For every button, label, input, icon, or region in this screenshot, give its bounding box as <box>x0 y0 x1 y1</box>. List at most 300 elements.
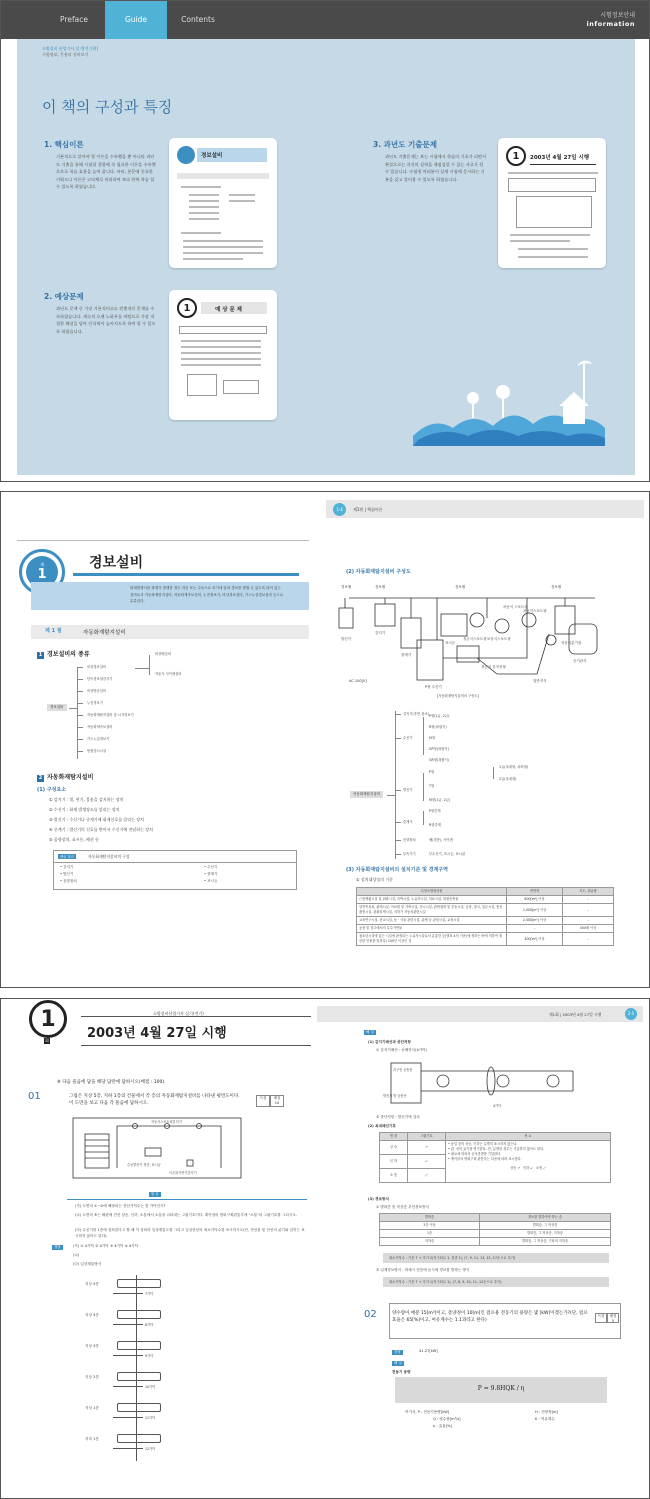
tree-item: 부수신기, 표시등, 표시판 <box>429 852 466 856</box>
tree-item: 음향장치 <box>403 838 416 842</box>
symbol-label: 소통 <box>536 1166 543 1170</box>
card-line <box>181 340 261 342</box>
table-cell: – <box>507 925 563 933</box>
answer-tag: 정답 <box>54 1245 61 1249</box>
card-line <box>189 194 219 196</box>
table-cell: 근린생활시설 및 위락시설, 숙박시설, 노유자시설, 의료시설, 복합건축물 <box>357 896 507 904</box>
heading-detect-1: ① 감지기배선 : 송배전식(4가닥) <box>376 1048 428 1052</box>
svg-text:자동식스포트형감지기: 자동식스포트형감지기 <box>151 1120 182 1124</box>
table-cell: 400[m²] 이상 <box>507 933 563 946</box>
tree-connector <box>77 667 78 759</box>
table-header: 발화층 <box>380 1214 480 1222</box>
sub-question: (가) 도면의 ①~④에 해당되는 전선가닥수는 몇 가닥인가? <box>75 1204 166 1208</box>
alarm-table <box>379 1213 611 1246</box>
table-row <box>357 925 614 933</box>
section-text-core: 기본적으로 알아야 할 이론을 수록했을 뿐 아니라 과년도 기출을 통해 시험할 경향에 꼭 필요한 이론을 수록했으므로 학습 효율을 높여 줍니다. 특히, 본문에 중요한 키워드나 이론은 고딕체로 처리하여 보다 반복 학습 할 수 있도록 하였습니다. <box>56 154 156 189</box>
tree-connector <box>69 708 77 709</box>
floor-panel <box>117 1372 161 1381</box>
info-label <box>587 11 635 29</box>
section-number: 제 1 절 <box>45 628 62 634</box>
tree-connector <box>77 667 83 668</box>
card-title: 경보설비 <box>201 153 223 159</box>
card-box <box>179 326 267 334</box>
kind-sub-item: 비상벨설비 <box>155 652 171 656</box>
answer-b: (나) <box>73 1253 80 1257</box>
formula-var: H : 전양정[m] <box>535 1410 558 1414</box>
card-figure <box>223 380 259 394</box>
question-text-2: 양수량이 매분 15[m³]이고, 총양정이 10[m]인 펌프용 전동기의 용량은 몇 [kW]이겠는가?(단, 펌프효율은 65[%]이고, 여유계수는 1.1과라고 한다) <box>392 1311 588 1323</box>
floor-wire <box>113 1448 143 1449</box>
floor-wire <box>113 1355 143 1356</box>
exam-rule <box>81 1016 311 1017</box>
heading-detect-2: ② 종단저항 : 발신기에 설치 <box>376 1115 420 1119</box>
riser-count: 9가닥 <box>145 1354 154 1358</box>
question-tag: 물 음 <box>151 1192 159 1196</box>
left-top-rule <box>17 540 309 541</box>
part-item: ① 감지기 : 열, 연기, 불꽃을 감지하는 장치 <box>49 797 124 802</box>
question-number-2: 02 <box>364 1309 377 1320</box>
tree-item: 발신기 <box>403 788 413 792</box>
card-title: 2003년 4월 27일 시행 <box>530 155 590 161</box>
diagram-caption: [자동화재탐지설비의 구성도] <box>437 694 479 698</box>
explain-tag: 해 설 <box>366 1030 374 1034</box>
sample-card-expected <box>169 290 277 420</box>
heading-alarm: (3) 경보방식 <box>368 1197 389 1201</box>
town-illustration <box>413 356 605 446</box>
floor-label: 지하 1층 <box>85 1437 99 1441</box>
tree-item: T형 <box>429 784 435 788</box>
table-header: 연면적 <box>507 888 563 896</box>
question-text: 그림은 지상 5층, 지하 1층의 건물에서 각 층의 자동화재탐지설비를 나타낸 평면도이다. 이 도면을 보고 다음 각 물음에 답하시오. <box>69 1094 240 1106</box>
floor-wire <box>113 1417 143 1418</box>
info-english: information <box>586 20 635 28</box>
detector-wiring-diagram <box>383 1057 579 1111</box>
kind-item: 가스누설경보기 <box>87 737 110 741</box>
card-line <box>189 218 219 220</box>
tree-connector <box>395 738 401 739</box>
kind-item: 자동화재속보설비 <box>87 725 113 729</box>
formula-box <box>395 1377 607 1403</box>
card-line <box>183 258 243 260</box>
table-cell: – <box>563 933 614 946</box>
svg-text:감지기: 감지기 <box>375 631 386 635</box>
instruction: ※ 다음 물음에 답을 해당 답란에 답하시오(배점 : 100). <box>57 1080 166 1085</box>
formula-var: η : 효율[%] <box>433 1424 452 1428</box>
chapter-number: 1 <box>37 567 47 582</box>
svg-text:경보벨: 경보벨 <box>375 585 386 589</box>
wiring-table <box>379 1132 611 1183</box>
card-section-bar <box>177 173 269 179</box>
formula-var: K : 여유계수 <box>535 1417 555 1421</box>
riser-count: 8가닥 <box>145 1323 154 1327</box>
floor-label: 지상 2층 <box>85 1375 99 1379</box>
kind-item: 비상경보설비 <box>87 665 107 669</box>
section-text-expected: 과년도 문제 중 가장 기본적이고도 빈출적인 문제를 수록하였습니다. 계속적 오랜 노하우를 바탕으로 가장 적절한 해설을 담아 인식력이 높아지도록 하여 할 수 있도록 하였습니다. <box>56 306 156 334</box>
tree-item: 2급(옥내형) <box>499 777 517 781</box>
tip-item: • 수신기 <box>204 865 218 869</box>
table-cell: ↗ <box>408 1141 446 1155</box>
card-line <box>510 240 570 242</box>
card-rule <box>530 164 596 165</box>
breadcrumb-book: 소방설비 산업기사 실기[전기편] <box>42 46 98 51</box>
tip-item: • 중계기 <box>204 872 218 876</box>
table-cell: 상 승 <box>380 1141 408 1155</box>
guide-page <box>0 0 650 482</box>
tree-item: P형 <box>429 770 435 774</box>
svg-text:경보벨: 경보벨 <box>341 585 352 589</box>
chapter-title: 경보설비 <box>89 555 144 571</box>
heading-detect: (1) 감지기배선과 종단저항 <box>368 1040 412 1044</box>
tree-connector <box>149 655 150 675</box>
answer-c: (다) 입상계통방식 <box>73 1262 102 1266</box>
heading-alarm-2: ② 일제경보방식 : 화재시 전층에 동시에 경보를 발하는 방식 <box>376 1268 470 1272</box>
table-header: 그림기호 <box>408 1133 446 1141</box>
table-row <box>357 896 614 904</box>
svg-text:보상식스포트형: 보상식스포트형 <box>487 637 511 641</box>
explain-tag-2: 해 설 <box>394 1361 402 1365</box>
section-title-core: 1. 핵심이론 <box>44 140 84 149</box>
floor-panel <box>117 1403 161 1412</box>
table-cell: 발화층, 그 직상층, 기타의 지하층 <box>480 1238 611 1246</box>
table-header: 특정소방대상물 <box>357 888 507 896</box>
symbol-label: 상승 <box>510 1166 517 1170</box>
chapter-spread <box>0 491 650 988</box>
heading-number: 1 <box>38 652 43 658</box>
formula-var: Q : 양수량[m³/s] <box>433 1417 461 1421</box>
tip-item: • 감지기 <box>60 865 74 869</box>
tree-item: GP형(복합식) <box>429 747 449 751</box>
tree-connector <box>77 691 83 692</box>
tree-connector <box>395 854 401 855</box>
table-row <box>357 933 614 946</box>
wiring-note: • 필요에 따라서 공사종별을 기입한다. <box>448 1152 502 1156</box>
table-body <box>357 896 614 946</box>
tip-item: • 표시등 <box>204 879 218 883</box>
tree-connector <box>395 822 401 823</box>
heading-motor: 전동기 용량 <box>392 1370 411 1374</box>
section-bar <box>31 625 309 639</box>
breadcrumb <box>42 46 98 58</box>
section-title: 자동화재탐지설비 <box>83 630 126 636</box>
card-line <box>181 364 261 366</box>
svg-text:중계기: 중계기 <box>401 653 412 657</box>
card-line <box>518 248 588 250</box>
svg-text:4가닥: 4가닥 <box>493 1104 502 1108</box>
svg-text:발신기: 발신기 <box>341 637 352 641</box>
svg-text:차동식스포트형: 차동식스포트형 <box>523 609 547 613</box>
tab-preface[interactable]: Preface <box>60 15 88 24</box>
heading-text: 경보설비의 종류 <box>47 651 90 658</box>
part-item: ② 수신기 : 화재 발생장소를 알리는 장치 <box>49 807 120 812</box>
floor-label: 지상 5층 <box>85 1282 99 1286</box>
heading-parts: (1) 구성요소 <box>37 787 67 793</box>
card-title: 예 상 문 제 <box>215 307 242 313</box>
exam-rule <box>81 1045 311 1046</box>
kind-item: 통합감시시설 <box>87 749 107 753</box>
wiring-symbols: 상승 ↗ 인하 ↙ 소통 ⤢ <box>510 1166 546 1170</box>
floor-wire <box>113 1324 143 1325</box>
page-title: 이 책의 구성과 특징 <box>42 98 173 116</box>
table-header: 경보를 발하여야 하는 층 <box>480 1214 611 1222</box>
kind-item: 단독경보형감지기 <box>87 677 113 681</box>
score-value: 배점 10 <box>270 1095 284 1107</box>
exam-title: 2003년 4월 27일 시행 <box>87 1026 227 1041</box>
wiring-note: • 동일 층의 상승, 인하는 특별히 표시하지 않는다. <box>448 1142 518 1146</box>
table-cell: ⤢ <box>408 1169 446 1183</box>
tree-connector <box>395 714 401 715</box>
table-row <box>380 1222 611 1230</box>
question-number: 01 <box>28 1091 41 1102</box>
heading-kinds <box>37 649 90 659</box>
svg-text:이온화식연기감지기: 이온화식연기감지기 <box>169 1171 197 1175</box>
wiring-note: • 케이블의 방화구획 관통부는 다음에 따라 표시한다. <box>448 1157 522 1161</box>
table-cell: 2,000[m²] 이상 <box>507 917 563 925</box>
heading-text: 자동화재탐지설비 <box>47 774 94 781</box>
running-header: 제1회 | 2003년 4월 27일 시행 <box>549 1012 602 1017</box>
table-cell: 2층 이상 <box>380 1222 480 1230</box>
card-line <box>189 212 219 214</box>
card-line <box>181 232 221 234</box>
floor-panel <box>117 1341 161 1350</box>
tree-item: 중계기 <box>403 820 413 824</box>
page-number-badge: 2-5 <box>625 1008 637 1020</box>
running-header: 제1편 | 핵심이론 <box>353 507 383 512</box>
svg-text:AC 100[V]: AC 100[V] <box>349 679 367 683</box>
kind-sub-item: 자동식 사이렌설비 <box>155 672 182 676</box>
card-line <box>518 256 588 258</box>
tree-item: 벨(경종), 사이렌 <box>429 838 453 842</box>
answer-a: (가) ① 4가닥 ② 4가닥 ③ 4가닥 ④ 4가닥 <box>73 1244 139 1248</box>
table-cell: 발화층, 그 직상층, 지하층 <box>480 1230 611 1238</box>
table-cell: 인 하 <box>380 1155 408 1169</box>
heading-alarm-1: ① 발화층 및 직상층 우선경보방식 <box>376 1205 429 1209</box>
tip-rule <box>54 862 296 863</box>
riser-count: 12가닥 <box>145 1447 156 1451</box>
question-box-2 <box>389 1303 621 1339</box>
table-cell: 일반목욕장, 판매시설, 의료원 및 가축시설, 전시시설, 관람집회 및 운동시설, 공장, 창고, 업무시설, 통신촬영시설, 관광휴게시설, 지하가 자동차관련시설 <box>357 904 507 917</box>
floor-panel <box>117 1434 161 1443</box>
card-line <box>181 352 261 354</box>
tree-root: 자동화재탐지설비 <box>350 791 383 798</box>
card-line <box>183 240 263 242</box>
page-number-badge: 1-4 <box>333 503 346 516</box>
card-line <box>229 194 255 196</box>
svg-text:공기관식: 공기관식 <box>573 659 587 663</box>
floor-label: 지상 4층 <box>85 1313 99 1317</box>
part-item: ③ 발신기 : 수신기나 중계기에 화재신호를 알리는 장치 <box>49 817 144 822</box>
alarm-formula-1: 최소가닥수 : 기본 7 + 추가 2(지구회로 1, 경종 1), (7, 9, 11, 13, 15, 17순으로 추가) <box>383 1253 609 1263</box>
table-cell: 지하층 <box>380 1238 480 1246</box>
table-cell: 교육연구시설, 종교시설, 동ㆍ식물 관련시설, 위생 등 관련시설, 교정시설 <box>357 917 507 925</box>
riser-count: 11가닥 <box>145 1416 156 1420</box>
kind-item: 누전경보기 <box>87 701 103 705</box>
floor-plan <box>71 1116 247 1182</box>
breadcrumb-sub: 시험정보, 응용의 설비보기 <box>42 52 89 57</box>
symbol-label: 인하 <box>523 1166 530 1170</box>
card-figure <box>516 196 592 228</box>
top-nav-bar <box>1 1 650 39</box>
card-line <box>183 252 263 254</box>
tree-item: P형중계 <box>429 809 441 813</box>
card-line <box>189 206 219 208</box>
table-cell: 소 통 <box>380 1169 408 1183</box>
wiring-notes-cell <box>446 1141 611 1183</box>
tree-connector <box>77 715 83 716</box>
tree-item: M형(1급, 2급) <box>429 798 451 802</box>
formula: P = 9.8HQK / η <box>477 1385 525 1392</box>
svg-text:발신기 발 공통선: 발신기 발 공통선 <box>383 1094 407 1098</box>
table-cell: – <box>563 917 614 925</box>
table-cell: 1층 <box>380 1230 480 1238</box>
card-box <box>508 178 596 192</box>
heading-number: 2 <box>38 775 43 781</box>
formula-var: 여기서, P : 전동기용량[kW] <box>405 1410 450 1414</box>
kind-item: 자동화재탐지설비 및 시각경보기 <box>87 713 134 717</box>
svg-text:표시등: 표시등 <box>445 641 456 645</box>
table-cell: 공장 및 창고에서의 특수가연물 <box>357 925 507 933</box>
tree-item: M형 <box>429 736 436 740</box>
svg-text:P형 수신기: P형 수신기 <box>425 685 442 689</box>
table-header: 지도, 취급량 <box>563 888 614 896</box>
tip-title: 자동화재탐지설비의 구성 <box>88 854 130 859</box>
tree-connector <box>493 767 494 779</box>
tree-connector <box>423 717 424 755</box>
chapter-label: 제 <box>40 562 44 567</box>
svg-text:차동식 스포트형: 차동식 스포트형 <box>503 605 528 609</box>
sample-card-past <box>498 138 606 268</box>
card-number: 1 <box>177 298 197 318</box>
card-line <box>181 186 221 188</box>
exam-suffix: 회 <box>45 1038 49 1043</box>
target-table <box>356 887 614 946</box>
card-line <box>183 246 263 248</box>
table-row <box>380 1141 611 1155</box>
card-line <box>510 234 590 236</box>
tree-connector <box>395 790 401 791</box>
card-line <box>189 200 219 202</box>
table-row <box>380 1238 611 1246</box>
svg-text:경보벨: 경보벨 <box>455 585 466 589</box>
floor-label: 지상 1층 <box>85 1406 99 1410</box>
table-cell: 발화층, 그 직상층 <box>480 1222 611 1230</box>
heading-wiring: (2) 옥내배선기호 <box>368 1124 396 1128</box>
fire-alarm-diagram <box>337 578 607 692</box>
table-row <box>357 917 614 925</box>
answer-tag-2: 정답 <box>394 1350 401 1354</box>
card-line <box>229 200 255 202</box>
part-item: ⑤ 음향장치, 표시등, 배선 등 <box>49 837 99 842</box>
tree-connector <box>77 751 83 752</box>
score-label: 득점 <box>256 1095 270 1107</box>
heading-install: (3) 자동화재탐지설비의 설치기준 및 경계구역 <box>346 867 448 873</box>
card-line <box>181 346 261 348</box>
tree-connector <box>395 840 401 841</box>
alarm-formula-2: 최소가닥수 : 기본 7 + 추가 1(지구회로 1), (7, 8, 9, 10, 11, 12순으로 추가) <box>383 1277 609 1287</box>
table-header: 적 요 <box>446 1133 611 1141</box>
tree-connector <box>77 727 83 728</box>
chapter-icon <box>177 146 195 164</box>
card-figure <box>187 374 217 396</box>
tree-item: 부속기기 <box>403 852 416 856</box>
section-title-expected: 2. 예상문제 <box>44 292 84 301</box>
svg-text:정온식스포트형: 정온식스포트형 <box>463 637 487 641</box>
tree-item: GR형(복합식) <box>429 758 450 762</box>
table-cell: – <box>563 896 614 904</box>
table-cell: 500배 이상 <box>563 925 614 933</box>
heading-targets: ① 설치대상물의 기준 <box>356 877 394 882</box>
table-cell: – <box>563 904 614 917</box>
sub-question: (다) 수신기를 1층에 설치한다고 할 때 이 설비의 입상계통도를 그리고 입상전선의 최소가닥수를 표시하시오(단, 전선관 및 전선의 굵기와 길이는 표시하지 않아도 된다). <box>75 1228 305 1238</box>
chapter-title-box <box>73 550 299 576</box>
tip-item: • 음향장치 <box>60 879 77 883</box>
table-cell: 600[m²] 이상 <box>507 896 563 904</box>
sub-question: (나) 도면의 ⑤는 배관에 전선 상승, 인하, 소통에서 소통을 나타내는 그림기호이다. 계이점의 방화구획관통부에 "소통"의 그림기호를 그리시오. <box>75 1213 297 1217</box>
tip-box <box>53 850 297 890</box>
tree-item: 수신기 <box>403 736 413 740</box>
svg-text:자동식분기장: 자동식분기장 <box>561 641 582 645</box>
card-line <box>508 172 598 174</box>
score-value-2: 배점 5 <box>607 1313 619 1323</box>
tree-connector <box>387 795 395 796</box>
exam-badge <box>29 1000 69 1044</box>
heading-auto <box>37 772 93 782</box>
tab-contents[interactable]: Contents <box>181 15 215 24</box>
floor-label: 지상 3층 <box>85 1344 99 1348</box>
svg-text:수동발신기 경종, 표시등: 수동발신기 경종, 표시등 <box>127 1163 161 1167</box>
tree-item: R형중계 <box>429 823 441 827</box>
kind-item: 비상방송설비 <box>87 689 107 693</box>
table-cell: 청소년시설에 있는 시설에 판정되는 노유자시설로서 유흥한 등(별표 4의 기준)에 정하는 바에 의하여 계산한 인원을 말한다) 100인 이상인 것 <box>357 933 507 946</box>
tree-connector <box>77 679 83 680</box>
table-cell: 1,000[m²] 이상 <box>507 904 563 917</box>
tree-item: 1급(옥내형, 옥외형) <box>499 765 529 769</box>
answer-2: 41.27[kW] <box>419 1349 438 1353</box>
tree-connector <box>423 773 424 801</box>
tree-item: R형(복합식) <box>429 725 447 729</box>
floor-panel <box>117 1310 161 1319</box>
tip-item: • 발신기 <box>60 872 74 876</box>
card-number: 1 <box>506 146 526 166</box>
chapter-intro: 화재발생시를 화재가 발생한 경우 자동 또는 수동으로 조기에 알려 경보를 발할 수 있도록 되어 있는 설비로서 자동화재탐지설비, 자동화재속보설비, 누전경보기, 비상경보설비, 가스누설경보설비 등으로 분류된다. <box>130 586 284 603</box>
tree-connector <box>77 703 83 704</box>
section-title-past: 3. 과년도 기출문제 <box>373 140 438 149</box>
floor-panel <box>117 1279 161 1288</box>
section-text-past: 과년도 기출문제는 보는 시험에서 학습의 기초가 되면서 완결으로는 자신의 실력을 재점검할 수 있는 자료가 될 수 있습니다. 수험생 여러분이 실제 시험에 응시하는 기분을 갖고 풀어볼 수 있도록 하였습니다. <box>385 154 487 182</box>
svg-text:열반지식: 열반지식 <box>533 679 547 683</box>
wiring-note: • 관, 선의 굵기를 명기한다. 단, 분명한 경우는 기입하지 않아도 된다. <box>448 1147 545 1151</box>
table-row <box>357 904 614 917</box>
tree-connector <box>423 811 424 825</box>
tab-guide[interactable]: Guide <box>105 1 167 39</box>
card-line <box>181 358 261 360</box>
tip-tag: 핵심 정리 <box>60 855 74 859</box>
sample-card-core <box>169 138 277 268</box>
table-row <box>380 1230 611 1238</box>
tree-item: 감지기(후면 참조) <box>403 712 429 716</box>
tree-connector <box>77 739 83 740</box>
tree-connector <box>135 668 149 669</box>
riser-count: 7가닥 <box>145 1292 154 1296</box>
table-cell: ↙ <box>408 1155 446 1169</box>
exam-spread <box>0 998 650 1499</box>
svg-text:정온식 감지선형: 정온식 감지선형 <box>481 665 506 669</box>
kinds-root: 경보설비 <box>47 704 67 711</box>
table-body <box>380 1222 611 1246</box>
tree-item: P형(1급, 2급) <box>429 714 450 718</box>
exam-number: 1 <box>29 1000 67 1038</box>
heading-config: (2) 자동화재탐지설비 구성도 <box>346 569 411 575</box>
svg-text:지구선 공통선: 지구선 공통선 <box>393 1068 413 1072</box>
